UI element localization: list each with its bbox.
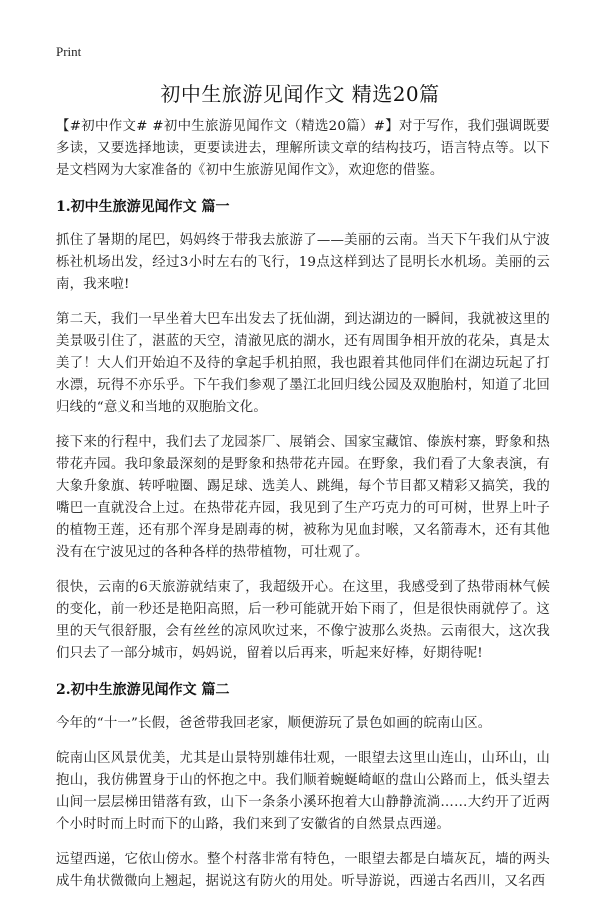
paragraph: 抓住了暑期的尾巴，妈妈终于带我去旅游了——美丽的云南。当天下午我们从宁波栎社机场出发，经过3小时左右的飞行，19点这样到达了昆明长水机场。美丽的云南，我来啦! bbox=[56, 233, 550, 292]
paragraph: 皖南山区风景优美，尤其是山景特别雄伟壮观，一眼望去这里山连山，山环山，山抱山，我仿佛置身于山的怀抱之中。我们顺着蜿蜒崎岖的盘山公路而上，低头望去山间一层层梯田错落有致，山下一条条小溪环抱着大山静静流淌……大约开了近两个小时时而上时而下的山路，我们来到了安徽省的自然景点西递。 bbox=[56, 751, 550, 832]
paragraph: 今年的“十一”长假，爸爸带我回老家，顺便游玩了景色如画的皖南山区。 bbox=[56, 716, 492, 731]
paragraph: 接下来的行程中，我们去了龙园茶厂、展销会、国家宝藏馆、傣族村寨，野象和热带花卉园。我印象最深刻的是野象和热带花卉园。在野象，我们看了大象表演，有大象升象旗、转呼啦圈、踢足球、选美人、跳绳，每个节目都又精彩又搞笑，我的嘴巴一直就没合上过。在热带花卉园，我见到了生产巧克力的可可树，世界上叶子的植物王莲，还有那个浑身是剧毒的树，被称为见血封喉，又名箭毒木，还有其他没有在宁波见过的各种各样的热带植物，可壮观了。 bbox=[56, 435, 550, 560]
page-title: 初中生旅游见闻作文 精选20篇 bbox=[160, 82, 440, 106]
intro-paragraph: 【#初中作文# #初中生旅游见闻作文（精选20篇）#】对于写作，我们强调既要多读，又要选择地读，更要读进去，理解所读文章的结构技巧，语言特点等。以下是文档网为大家准备的《初中生旅游见闻作文》，欢迎您的借鉴。 bbox=[56, 119, 550, 178]
print-link[interactable]: Print bbox=[56, 44, 82, 59]
paragraph: 远望西递，它依山傍水。整个村落非常有特色，一眼望去都是白墙灰瓦，墙的两头成牛角状微微向上翘起，据说这有防火的用处。听导游说，西递古名西川，又名西 bbox=[56, 852, 550, 889]
article-body bbox=[56, 116, 550, 906]
paragraph: 很快，云南的6天旅游就结束了，我超级开心。在这里，我感受到了热带雨林气候的变化，前一秒还是艳阳高照，后一秒可能就开始下雨了，但是很快雨就停了。这里的天气很舒服，会有丝丝的凉风吹过来，不像宁波那么炎热。云南很大，这次我们只去了一部分城市，妈妈说，留着以后再来，听起来好棒，好期待呢! bbox=[56, 580, 550, 661]
section-heading-2: 2.初中生旅游见闻作文 篇二 bbox=[56, 682, 230, 698]
section-heading-1: 1.初中生旅游见闻作文 篇一 bbox=[56, 199, 230, 215]
paragraph: 第二天，我们一早坐着大巴车出发去了抚仙湖，到达湖边的一瞬间，我就被这里的美景吸引住了，湛蓝的天空，清澈见底的湖水，还有周围争相开放的花朵，真是太美了！大人们开始迫不及待的拿起手机拍照，我也跟着其他同伴们在湖边玩起了打水漂，玩得不亦乐乎。下午我们参观了墨江北回归线公园及双胞胎村，知道了北回归线的“意义和当地的双胞胎文化。 bbox=[56, 312, 550, 415]
